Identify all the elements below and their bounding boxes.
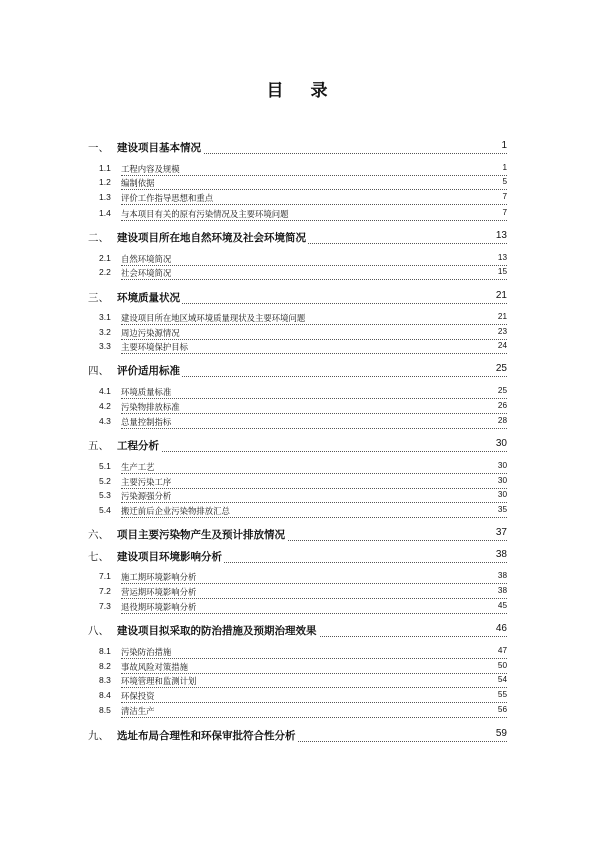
toc-entry-number: 1.1 xyxy=(99,163,111,173)
toc-entry[interactable] xyxy=(0,571,595,587)
toc-entry-page: 59 xyxy=(495,728,507,739)
toc-entry-page: 13 xyxy=(497,253,507,262)
toc-entry-page: 25 xyxy=(495,363,507,374)
toc-entry[interactable] xyxy=(0,341,595,357)
title-char-2: 录 xyxy=(310,81,329,101)
toc-entry-number: 1.3 xyxy=(99,192,111,202)
toc-leader-dots xyxy=(121,488,507,489)
toc-entry-page: 47 xyxy=(497,646,507,655)
toc-entry-page: 7 xyxy=(502,208,507,217)
toc-entry-page: 38 xyxy=(497,571,507,580)
toc-entry-number: 8.1 xyxy=(99,646,111,656)
toc-leader-dots xyxy=(117,451,507,452)
toc-entry-label: 事故风险对策措施 xyxy=(121,662,188,672)
toc-entry-label: 污染物排放标准 xyxy=(121,402,180,412)
toc-entry-page: 38 xyxy=(497,586,507,595)
toc-entry-label: 总量控制指标 xyxy=(121,417,172,427)
toc-entry-label: 选址布局合理性和环保审批符合性分析 xyxy=(117,730,296,742)
toc-entry-label: 施工期环境影响分析 xyxy=(121,572,197,582)
toc-entry-page: 1 xyxy=(501,140,507,151)
toc-leader-dots xyxy=(121,702,507,703)
toc-entry[interactable] xyxy=(0,140,595,156)
toc-entry-label: 评价适用标准 xyxy=(117,365,180,377)
toc-entry-label: 退役期环境影响分析 xyxy=(121,602,197,612)
toc-entry-page: 13 xyxy=(495,230,507,241)
toc-entry[interactable] xyxy=(0,290,595,306)
toc-entry-label: 建设项目环境影响分析 xyxy=(117,551,222,563)
toc-entry-label: 周边污染源情况 xyxy=(121,328,180,338)
toc-entry[interactable] xyxy=(0,461,595,477)
toc-entry[interactable] xyxy=(0,586,595,602)
toc-entry[interactable] xyxy=(0,312,595,328)
toc-entry[interactable] xyxy=(0,438,595,454)
toc-entry[interactable] xyxy=(0,386,595,402)
toc-entry-page: 30 xyxy=(497,476,507,485)
toc-leader-dots xyxy=(121,613,507,614)
toc-entry[interactable] xyxy=(0,230,595,246)
toc-entry-label: 工程内容及规模 xyxy=(121,164,180,174)
toc-entry-number: 三、 xyxy=(88,292,109,304)
toc-entry-label: 编制依据 xyxy=(121,178,155,188)
toc-entry-number: 七、 xyxy=(88,551,109,563)
toc-entry[interactable] xyxy=(0,490,595,506)
toc-entry[interactable] xyxy=(0,675,595,691)
toc-entry[interactable] xyxy=(0,527,595,543)
toc-entry-number: 一、 xyxy=(88,142,109,154)
toc-leader-dots xyxy=(121,413,507,414)
toc-entry-page: 28 xyxy=(497,416,507,425)
toc-entry-page: 55 xyxy=(497,690,507,699)
toc-entry-label: 环保投资 xyxy=(121,691,155,701)
toc-entry-label: 自然环境简况 xyxy=(121,254,172,264)
toc-entry-number: 1.2 xyxy=(99,177,111,187)
toc-entry-number: 8.5 xyxy=(99,705,111,715)
toc-entry-page: 5 xyxy=(502,177,507,186)
toc-leader-dots xyxy=(121,428,507,429)
toc-entry-number: 7.2 xyxy=(99,586,111,596)
toc-leader-dots xyxy=(121,265,507,266)
toc-entry[interactable] xyxy=(0,690,595,706)
toc-entry[interactable] xyxy=(0,192,595,208)
toc-entry-number: 五、 xyxy=(88,440,109,452)
toc-leader-dots xyxy=(121,717,507,718)
toc-entry-number: 四、 xyxy=(88,365,109,377)
toc-entry-label: 建设项目基本情况 xyxy=(117,142,201,154)
toc-leader-dots xyxy=(121,339,507,340)
toc-entry-label: 建设项目所在地区域环境质量现状及主要环境问题 xyxy=(121,313,306,323)
toc-entry-page: 21 xyxy=(497,312,507,321)
toc-entry-number: 8.2 xyxy=(99,661,111,671)
toc-entry[interactable] xyxy=(0,705,595,721)
toc-entry[interactable] xyxy=(0,177,595,193)
toc-entry-number: 8.4 xyxy=(99,690,111,700)
toc-entry-number: 2.2 xyxy=(99,267,111,277)
toc-leader-dots xyxy=(121,189,507,190)
toc-entry-page: 37 xyxy=(495,527,507,538)
toc-entry-label: 清洁生产 xyxy=(121,706,155,716)
toc-entry-page: 21 xyxy=(495,290,507,301)
toc-entry-page: 46 xyxy=(495,623,507,634)
toc-entry-page: 38 xyxy=(495,549,507,560)
toc-entry-label: 环境管理和监测计划 xyxy=(121,676,197,686)
toc-entry-page: 24 xyxy=(497,341,507,350)
toc-entry-label: 环境质量标准 xyxy=(121,387,172,397)
toc-entry-page: 56 xyxy=(497,705,507,714)
toc-entry[interactable] xyxy=(0,401,595,417)
toc-entry-label: 主要污染工序 xyxy=(121,477,172,487)
toc-entry-number: 4.3 xyxy=(99,416,111,426)
page-title xyxy=(0,76,595,101)
toc-entry-page: 30 xyxy=(497,461,507,470)
toc-leader-dots xyxy=(121,673,507,674)
toc-leader-dots xyxy=(121,502,507,503)
toc-entry-label: 与本项目有关的原有污染情况及主要环境问题 xyxy=(121,209,289,219)
toc-entry-number: 5.1 xyxy=(99,461,111,471)
toc-entry-number: 二、 xyxy=(88,232,109,244)
toc-entry[interactable] xyxy=(0,416,595,432)
toc-leader-dots xyxy=(121,687,507,688)
toc-entry[interactable] xyxy=(0,728,595,744)
toc-entry-label: 主要环境保护目标 xyxy=(121,342,188,352)
toc-entry-label: 评价工作指导思想和重点 xyxy=(121,193,214,203)
toc-leader-dots xyxy=(121,175,507,176)
toc-entry-page: 23 xyxy=(497,327,507,336)
title-char-1: 目 xyxy=(266,81,285,101)
toc-entry-number: 六、 xyxy=(88,529,109,541)
toc-entry-number: 3.1 xyxy=(99,312,111,322)
toc-entry-page: 1 xyxy=(502,163,507,172)
toc-entry-number: 7.1 xyxy=(99,571,111,581)
toc-entry-page: 7 xyxy=(502,192,507,201)
toc-leader-dots xyxy=(121,324,507,325)
toc-entry-page: 35 xyxy=(497,505,507,514)
toc-entry[interactable] xyxy=(0,267,595,283)
toc-entry-number: 3.2 xyxy=(99,327,111,337)
toc-entry-label: 污染防治措施 xyxy=(121,647,172,657)
toc-entry-number: 2.1 xyxy=(99,253,111,263)
toc-entry-number: 九、 xyxy=(88,730,109,742)
toc-entry[interactable] xyxy=(0,623,595,639)
toc-entry-label: 环境质量状况 xyxy=(117,292,180,304)
toc-entry-number: 4.2 xyxy=(99,401,111,411)
toc-entry[interactable] xyxy=(0,363,595,379)
toc-entry-page: 15 xyxy=(497,267,507,276)
toc-leader-dots xyxy=(121,583,507,584)
toc-entry-label: 社会环境简况 xyxy=(121,268,172,278)
toc-entry-number: 八、 xyxy=(88,625,109,637)
toc-leader-dots xyxy=(121,517,507,518)
toc-entry-label: 营运期环境影响分析 xyxy=(121,587,197,597)
toc-entry-number: 8.3 xyxy=(99,675,111,685)
toc-entry-label: 项目主要污染物产生及预计排放情况 xyxy=(117,529,285,541)
toc-leader-dots xyxy=(121,398,507,399)
toc-leader-dots xyxy=(121,658,507,659)
toc-leader-dots xyxy=(121,473,507,474)
toc-entry-number: 3.3 xyxy=(99,341,111,351)
toc-entry[interactable] xyxy=(0,208,595,224)
toc-entry-page: 30 xyxy=(497,490,507,499)
toc-entry-page: 30 xyxy=(495,438,507,449)
toc-entry-page: 45 xyxy=(497,601,507,610)
toc-entry[interactable] xyxy=(0,549,595,565)
toc-entry-number: 5.2 xyxy=(99,476,111,486)
toc-entry-label: 建设项目拟采取的防治措施及预期治理效果 xyxy=(117,625,317,637)
toc-leader-dots xyxy=(121,279,507,280)
toc-leader-dots xyxy=(121,598,507,599)
toc-entry-label: 工程分析 xyxy=(117,440,159,452)
toc-entry-number: 5.4 xyxy=(99,505,111,515)
toc-entry-label: 搬迁前后企业污染物排放汇总 xyxy=(121,506,230,516)
toc-entry[interactable] xyxy=(0,646,595,662)
toc-leader-dots xyxy=(121,204,507,205)
toc-entry-page: 25 xyxy=(497,386,507,395)
toc-entry-label: 生产工艺 xyxy=(121,462,155,472)
toc-entry-label: 建设项目所在地自然环境及社会环境简况 xyxy=(117,232,306,244)
toc-leader-dots xyxy=(121,220,507,221)
toc-entry-number: 5.3 xyxy=(99,490,111,500)
toc-entry-number: 7.3 xyxy=(99,601,111,611)
toc-leader-dots xyxy=(121,353,507,354)
toc-entry-page: 54 xyxy=(497,675,507,684)
toc-entry-number: 4.1 xyxy=(99,386,111,396)
toc-entry[interactable] xyxy=(0,601,595,617)
toc-entry-number: 1.4 xyxy=(99,208,111,218)
toc-entry-label: 污染源强分析 xyxy=(121,491,172,501)
toc-entry-page: 50 xyxy=(497,661,507,670)
toc-entry[interactable] xyxy=(0,505,595,521)
toc-entry-page: 26 xyxy=(497,401,507,410)
